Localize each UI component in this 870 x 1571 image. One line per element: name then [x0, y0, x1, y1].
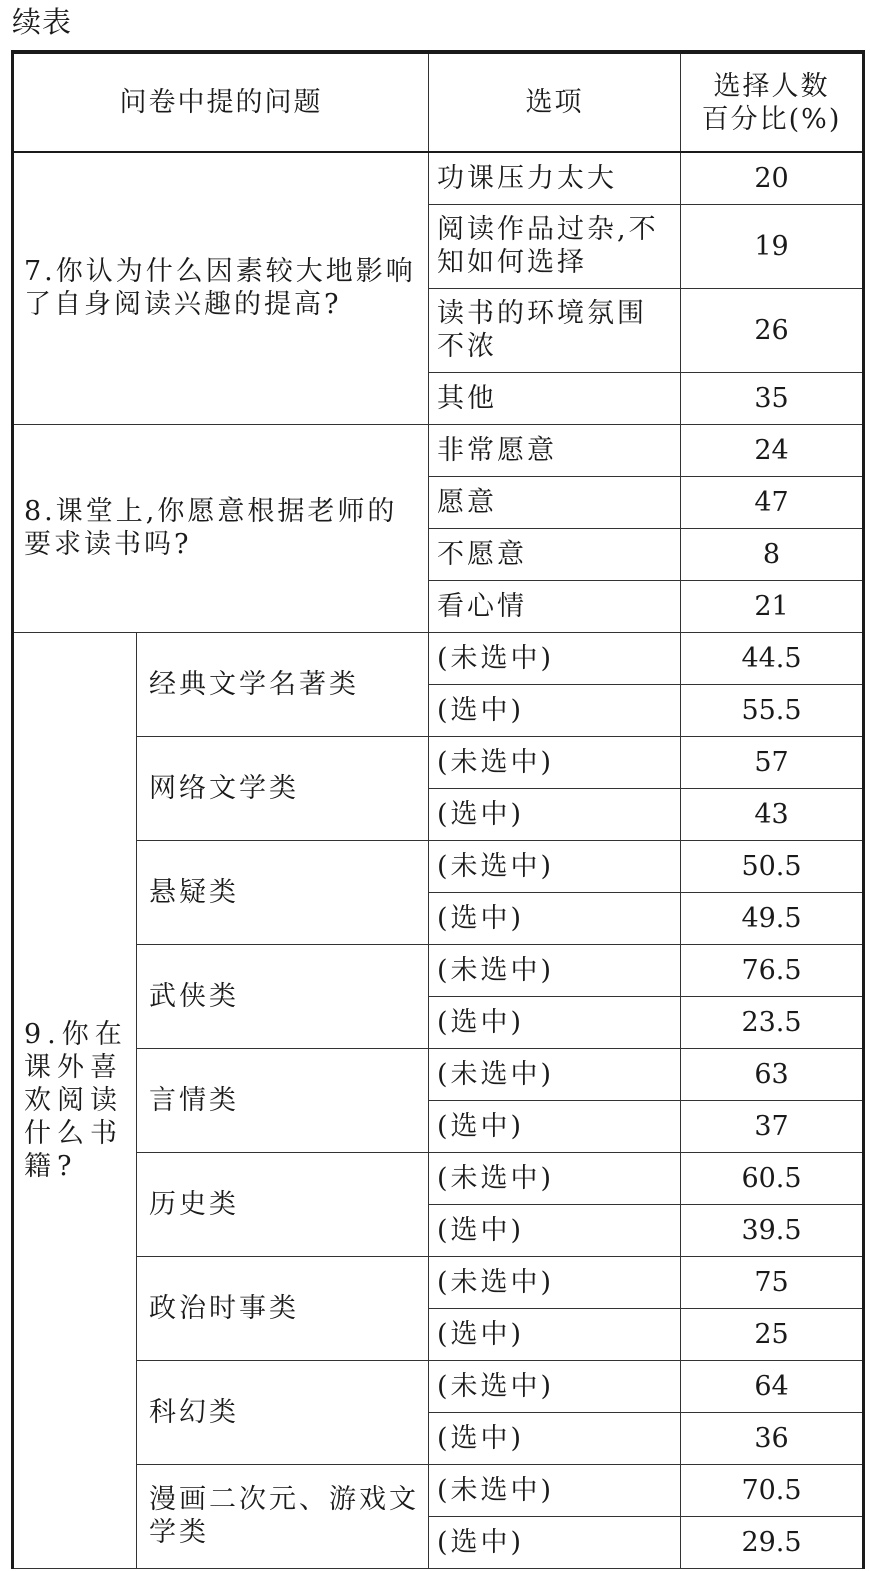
- header-percent-line2: 百分比(%): [701, 103, 842, 135]
- option-label: (选中): [429, 684, 681, 736]
- option-label: 非常愿意: [429, 424, 681, 476]
- table-row: [13, 944, 864, 996]
- option-percent: 63: [681, 1048, 864, 1100]
- table-row: [13, 424, 864, 476]
- option-percent: 55.5: [681, 684, 864, 736]
- option-percent: 50.5: [681, 840, 864, 892]
- option-label: (未选中): [429, 736, 681, 788]
- option-label: 其他: [429, 372, 681, 424]
- option-label: (未选中): [429, 1048, 681, 1100]
- table-header-row: [13, 52, 864, 152]
- option-percent: 25: [681, 1308, 864, 1360]
- option-label: 愿意: [429, 476, 681, 528]
- table-row: [13, 1464, 864, 1516]
- option-label: (未选中): [429, 1152, 681, 1204]
- option-percent: 49.5: [681, 892, 864, 944]
- option-label: 看心情: [429, 580, 681, 632]
- option-percent: 76.5: [681, 944, 864, 996]
- option-percent: 26: [681, 288, 864, 372]
- option-label: (未选中): [429, 1256, 681, 1308]
- option-percent: 70.5: [681, 1464, 864, 1516]
- option-label: (未选中): [429, 632, 681, 684]
- header-percent-line1: 选择人数: [713, 70, 830, 102]
- option-percent: 35: [681, 372, 864, 424]
- table-caption: 续表: [12, 5, 73, 39]
- option-label: 阅读作品过杂,不知如何选择: [429, 204, 681, 288]
- table-row: [13, 840, 864, 892]
- table-row: [13, 1048, 864, 1100]
- option-percent: 64: [681, 1360, 864, 1412]
- option-label: (选中): [429, 1204, 681, 1256]
- table-row: [13, 632, 864, 684]
- q9-category: 漫画二次元、游戏文学类: [137, 1464, 429, 1568]
- option-percent: 37: [681, 1100, 864, 1152]
- option-percent: 75: [681, 1256, 864, 1308]
- option-percent: 23.5: [681, 996, 864, 1048]
- table-row: [13, 1256, 864, 1308]
- option-percent: 44.5: [681, 632, 864, 684]
- q9-category: 武侠类: [137, 944, 429, 1048]
- option-percent: 24: [681, 424, 864, 476]
- option-label: (选中): [429, 1308, 681, 1360]
- option-label: (未选中): [429, 1464, 681, 1516]
- option-label: (未选中): [429, 1360, 681, 1412]
- option-percent: 47: [681, 476, 864, 528]
- table-row: [13, 1360, 864, 1412]
- option-label: (选中): [429, 892, 681, 944]
- q9-category: 政治时事类: [137, 1256, 429, 1360]
- header-percent: [681, 52, 864, 152]
- option-label: (选中): [429, 1412, 681, 1464]
- option-percent: 57: [681, 736, 864, 788]
- q9-category: 经典文学名著类: [137, 632, 429, 736]
- q8-question: 8.课堂上,你愿意根据老师的要求读书吗?: [13, 424, 429, 632]
- option-label: (未选中): [429, 944, 681, 996]
- option-percent: 29.5: [681, 1516, 864, 1568]
- header-question: 问卷中提的问题: [13, 52, 429, 152]
- option-label: (选中): [429, 996, 681, 1048]
- header-option: 选项: [429, 52, 681, 152]
- option-percent: 39.5: [681, 1204, 864, 1256]
- table-row: [13, 1152, 864, 1204]
- option-label: (选中): [429, 788, 681, 840]
- survey-results-table: [11, 50, 865, 1569]
- option-label: (选中): [429, 1516, 681, 1568]
- q9-category: 言情类: [137, 1048, 429, 1152]
- q7-question: 7.你认为什么因素较大地影响了自身阅读兴趣的提高?: [13, 152, 429, 424]
- option-percent: 36: [681, 1412, 864, 1464]
- table-row: [13, 736, 864, 788]
- q9-question: 9.你在课外喜欢阅读什么书籍?: [13, 632, 137, 1568]
- option-label: 不愿意: [429, 528, 681, 580]
- option-percent: 43: [681, 788, 864, 840]
- option-percent: 19: [681, 204, 864, 288]
- q9-category: 科幻类: [137, 1360, 429, 1464]
- option-percent: 21: [681, 580, 864, 632]
- q9-category: 悬疑类: [137, 840, 429, 944]
- q9-category: 历史类: [137, 1152, 429, 1256]
- option-label: (未选中): [429, 840, 681, 892]
- option-label: 功课压力太大: [429, 152, 681, 204]
- option-percent: 60.5: [681, 1152, 864, 1204]
- option-label: (选中): [429, 1100, 681, 1152]
- q9-category: 网络文学类: [137, 736, 429, 840]
- option-percent: 20: [681, 152, 864, 204]
- option-percent: 8: [681, 528, 864, 580]
- table-row: [13, 152, 864, 204]
- option-label: 读书的环境氛围不浓: [429, 288, 681, 372]
